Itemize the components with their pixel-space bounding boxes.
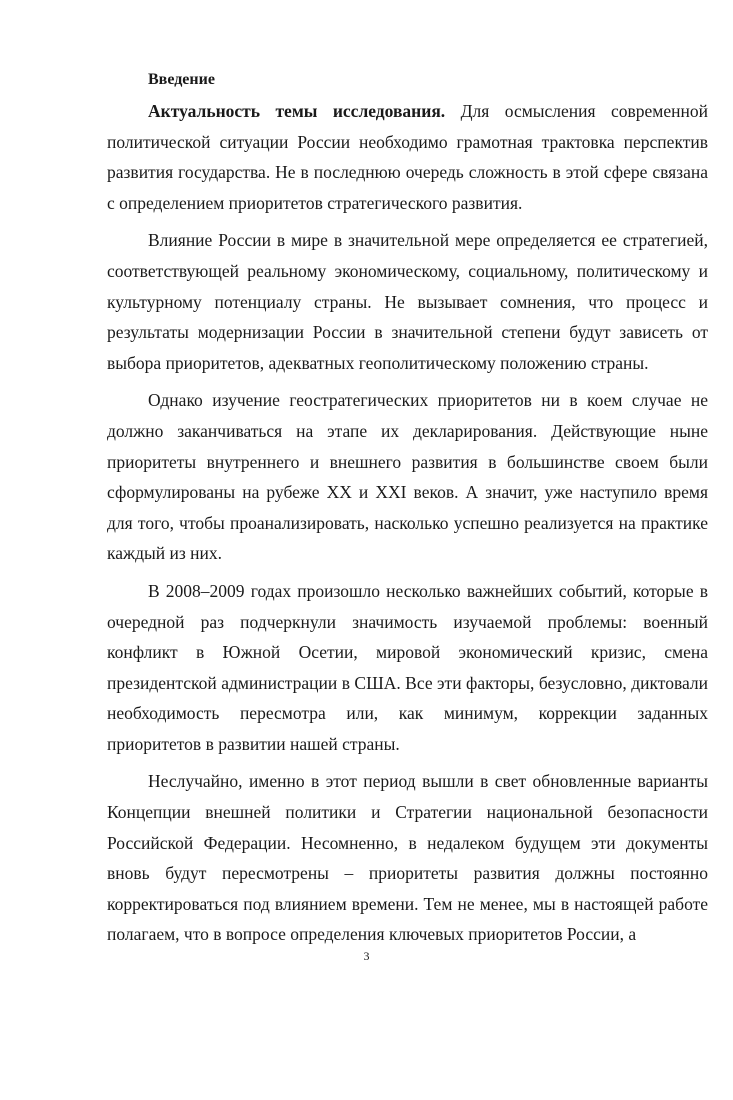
paragraph bbox=[107, 96, 708, 218]
paragraph-text: Неслучайно, именно в этот период вышли в свет обновленные варианты Концепции внешней политики и Стратегии национальной безопасности Российской Федерации. Несомненно, в недалеком будущем эти документы вновь будут пересмотрены – приоритеты развития должны постоянно корректироваться под влиянием времени. Тем не менее, мы в настоящей работе полагаем, что в вопросе определения ключевых приоритетов России, а bbox=[107, 771, 708, 945]
paragraph-text: В 2008–2009 годах произошло несколько важнейших событий, которые в очередной раз подчеркнули значимость изучаемой проблемы: военный конфликт в Южной Осетии, мировой экономический кризис, смена президентской администрации в США. Все эти факторы, безусловно, диктовали необходимость пересмотра или, как минимум, коррекции заданных приоритетов в развитии нашей страны. bbox=[107, 580, 708, 754]
paragraph-text: Однако изучение геостратегических приоритетов ни в коем случае не должно заканчиваться на этапе их декларирования. Действующие ныне приоритеты внутреннего и внешнего развития в большинстве своем были сформулированы на рубеже XX и XXI веков. А значит, уже наступило время для того, чтобы проанализировать, насколько успешно реализуется на практике каждый из них. bbox=[107, 390, 708, 564]
page-number: 3 bbox=[363, 949, 370, 963]
body-text bbox=[107, 96, 708, 957]
section-heading: Введение bbox=[148, 71, 215, 88]
paragraph-text: Для осмысления современной политической ситуации России необходимо грамотная трактовка перспектив развития государства. Не в последнюю очередь сложность в этой сфере связана с определением приоритетов стратегического развития. bbox=[107, 101, 708, 213]
paragraph bbox=[107, 766, 708, 950]
paragraph-lead: Актуальность темы исследования. bbox=[148, 101, 446, 121]
paragraph bbox=[107, 576, 708, 760]
paragraph bbox=[107, 385, 708, 569]
paragraph bbox=[107, 225, 708, 378]
paragraph-text: Влияние России в мире в значительной мере определяется ее стратегией, соответствующей реальному экономическому, социальному, политическому и культурному потенциалу страны. Не вызывает сомнения, что процесс и результаты модернизации России в значительной степени будут зависеть от выбора приоритетов, адекватных геополитическому положению страны. bbox=[107, 230, 708, 373]
